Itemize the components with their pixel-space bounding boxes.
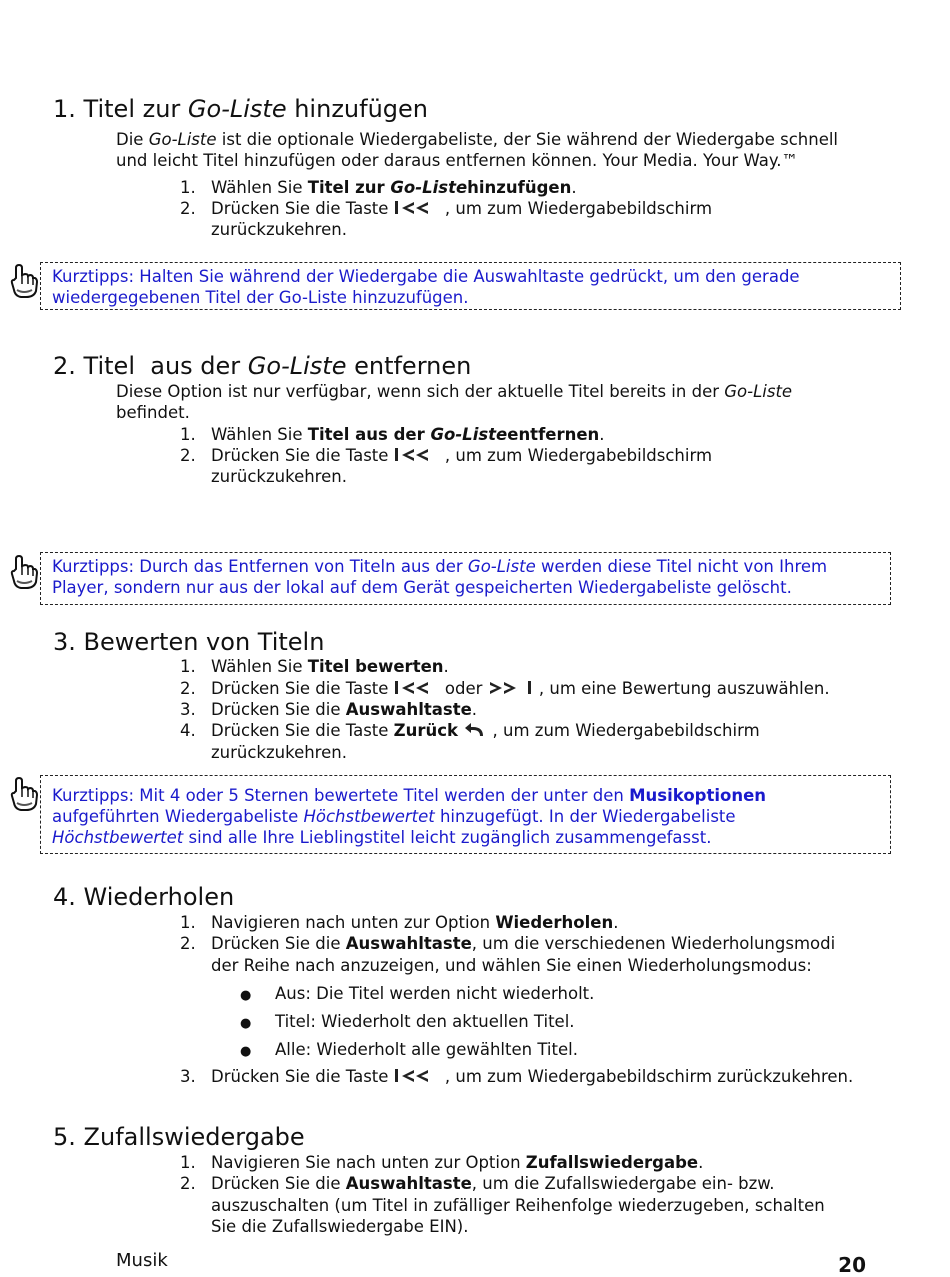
pointing-hand-icon (10, 777, 38, 811)
prev-track-icon (394, 680, 440, 696)
list-item: 2. Drücken Sie die Taste oder , um eine Bewertung auszuwählen. (180, 679, 830, 698)
list-item: 1. Wählen Sie Titel aus der Go-Listeentfernen. (180, 425, 605, 444)
list-item: 1. Navigieren Sie nach unten zur Option Zufallswiedergabe. (180, 1153, 704, 1172)
heading-repeat: 4. Wiederholen (53, 883, 235, 911)
list-item-continuation: zurückzukehren. (211, 220, 347, 239)
page-number: 20 (838, 1253, 866, 1277)
heading-shuffle: 5. Zufallswiedergabe (53, 1123, 305, 1151)
bullet-item: ● Titel: Wiederholt den aktuellen Titel. (240, 1012, 575, 1031)
tip-box: Kurztipps: Halten Sie während der Wiedergabe die Auswahltaste gedrückt, um den gerade wiedergegebenen Titel der Go-Liste hinzuzufügen. (40, 262, 901, 310)
intro-paragraph-1: Die Go-Liste ist die optionale Wiedergabeliste, der Sie während der Wiedergabe schnell und leicht Titel hinzufügen oder daraus entfernen können. Your Media. Your Way.™ (116, 130, 839, 170)
list-item: 1. Wählen Sie Titel zur Go-Listehinzufügen. (180, 178, 577, 197)
list-item: 1. Wählen Sie Titel bewerten. (180, 657, 449, 676)
tip-box: Kurztipps: Durch das Entfernen von Titeln aus der Go-Liste werden diese Titel nicht von Ihrem Player, sondern nur aus der lokal auf dem Gerät gespeicherten Wiedergabeliste gelöscht. (40, 552, 891, 605)
heading-add-to-go-list: 1. Titel zur Go-Liste hinzufügen (53, 95, 428, 123)
back-arrow-icon (463, 722, 487, 738)
tip-box: Kurztipps: Mit 4 oder 5 Sternen bewertete Titel werden der unter den Musikoptionen aufgeführten Wiedergabeliste Höchstbewertet hinzugefügt. In der Wiedergabeliste Höchstbewertet sind alle Ihre Lieblingstitel leicht zugänglich zusammengefasst. (40, 775, 891, 854)
heading-rate-titles: 3. Bewerten von Titeln (53, 628, 325, 656)
pointing-hand-icon (10, 264, 38, 298)
prev-track-icon (394, 447, 440, 463)
next-track-icon (488, 680, 534, 696)
intro-paragraph-2: Diese Option ist nur verfügbar, wenn sich der aktuelle Titel bereits in der Go-Liste befindet. (116, 382, 793, 422)
heading-remove-from-go-list: 2. Titel aus der Go-Liste entfernen (53, 352, 472, 380)
bullet-item: ● Alle: Wiederholt alle gewählten Titel. (240, 1040, 578, 1059)
pointing-hand-icon (10, 555, 38, 589)
bullet-item: ● Aus: Die Titel werden nicht wiederholt. (240, 984, 595, 1003)
list-item-continuation: der Reihe nach anzuzeigen, und wählen Sie einen Wiederholungsmodus: (211, 956, 812, 975)
list-item: 3. Drücken Sie die Auswahltaste. (180, 700, 478, 719)
list-item: 2. Drücken Sie die Auswahltaste, um die verschiedenen Wiederholungsmodi (180, 934, 836, 953)
list-item-continuation: zurückzukehren. (211, 743, 347, 762)
list-item-continuation: auszuschalten (um Titel in zufälliger Reihenfolge wiederzugeben, schalten (211, 1196, 825, 1215)
prev-track-icon (394, 1068, 440, 1084)
list-item: 4. Drücken Sie die Taste Zurück , um zum Wiedergabebildschirm (180, 721, 760, 740)
list-item-continuation: Sie die Zufallswiedergabe EIN). (211, 1217, 469, 1236)
list-item: 3. Drücken Sie die Taste , um zum Wiedergabebildschirm zurückzukehren. (180, 1067, 854, 1086)
list-item: 1. Navigieren nach unten zur Option Wiederholen. (180, 913, 619, 932)
list-item-continuation: zurückzukehren. (211, 467, 347, 486)
list-item: 2. Drücken Sie die Taste , um zum Wiedergabebildschirm (180, 446, 713, 465)
prev-track-icon (394, 200, 440, 216)
footer-section-label: Musik (116, 1250, 168, 1271)
list-item: 2. Drücken Sie die Taste , um zum Wiedergabebildschirm (180, 199, 713, 218)
list-item: 2. Drücken Sie die Auswahltaste, um die Zufallswiedergabe ein- bzw. (180, 1174, 775, 1193)
